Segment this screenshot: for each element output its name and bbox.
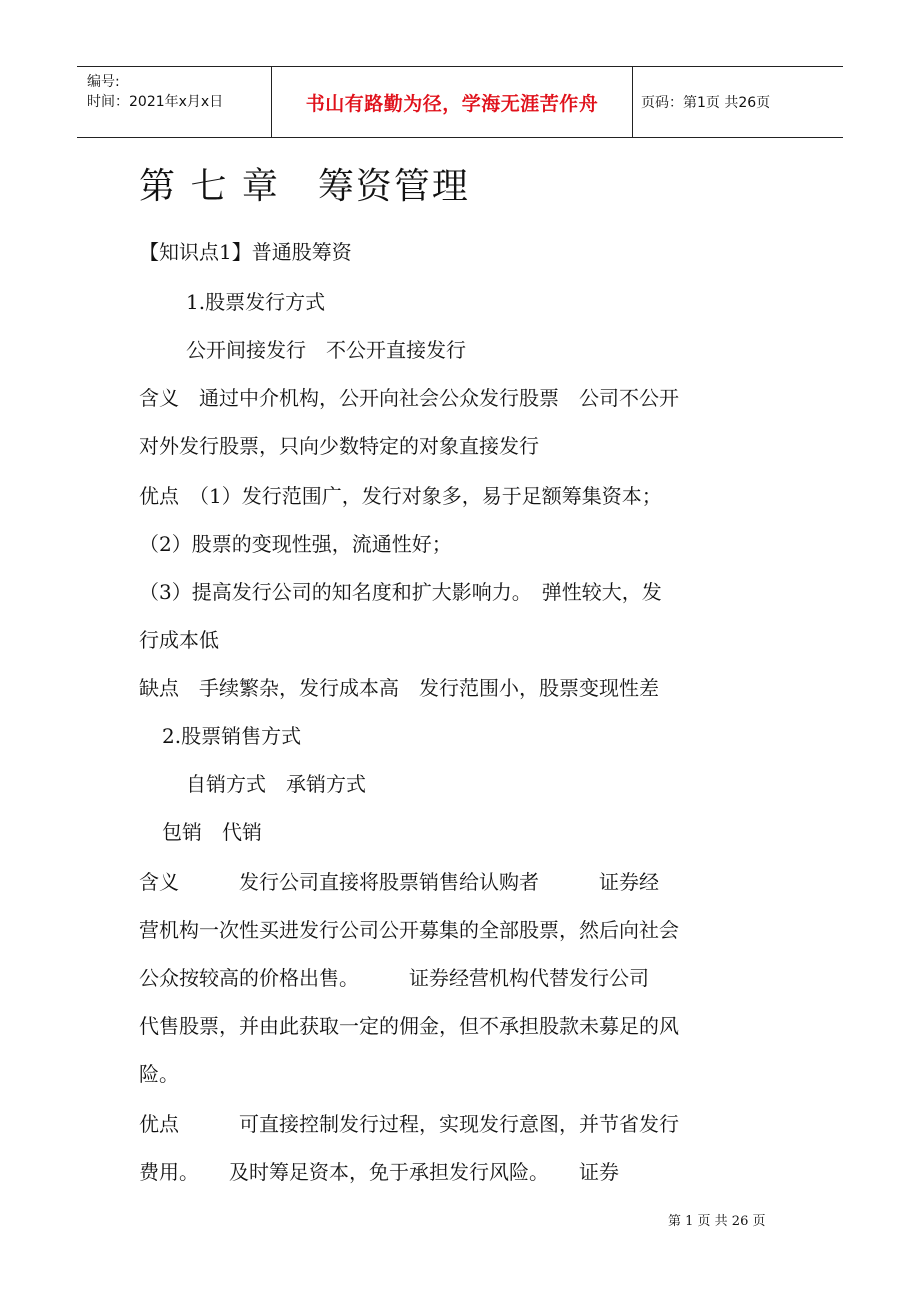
body-line: 含义 通过中介机构，公开向社会公众发行股票 公司不公开: [139, 386, 679, 410]
body-line: （2）股票的变现性强，流通性好；: [139, 532, 452, 556]
body-line: 缺点 手续繁杂，发行成本高 发行范围小，股票变现性差: [139, 676, 659, 700]
body-line: 【知识点1】普通股筹资: [139, 240, 352, 264]
body-line: 包销 代销: [162, 820, 262, 844]
body-line: 代售股票，并由此获取一定的佣金，但不承担股款未募足的风: [139, 1014, 679, 1038]
body-line: 营机构一次性买进发行公司公开募集的全部股票，然后向社会: [139, 918, 679, 942]
page-info: 页码：第1页 共26页: [641, 95, 771, 111]
header-motto-cell: [272, 67, 633, 137]
body-line: 公众按较高的价格出售。 证券经营机构代替发行公司: [139, 966, 649, 990]
body-line: 费用。 及时筹足资本，免于承担发行风险。 证券: [139, 1160, 619, 1184]
body-line: 公开间接发行 不公开直接发行: [186, 338, 466, 362]
body-line: 自销方式 承销方式: [186, 772, 366, 796]
body-line: 含义 发行公司直接将股票销售给认购者 证券经: [139, 870, 659, 894]
header-table: [77, 66, 843, 138]
body-line: 2.股票销售方式: [162, 724, 302, 748]
body-line: 1.股票发行方式: [186, 290, 326, 314]
body-line: 优点 可直接控制发行过程，实现发行意图，并节省发行: [139, 1112, 679, 1136]
header-meta-cell: [77, 67, 272, 137]
body-line: 对外发行股票，只向少数特定的对象直接发行: [139, 434, 539, 458]
header-page-cell: [633, 67, 843, 137]
motto-text: 书山有路勤为径，学海无涯苦作舟: [305, 92, 599, 115]
body-line: 优点 （1）发行范围广，发行对象多，易于足额筹集资本；: [139, 484, 662, 508]
body-line: 险。: [139, 1062, 179, 1086]
body-line: （3）提高发行公司的知名度和扩大影响力。 弹性较大，发: [139, 580, 662, 604]
page-footer: 第 1 页 共 26 页: [668, 1214, 766, 1229]
chapter-title: 第 七 章 筹资管理: [139, 166, 470, 207]
number-label: 编号:: [87, 74, 120, 90]
body-line: 行成本低: [139, 628, 219, 652]
time-label: 时间：2021年x月x日: [87, 94, 224, 110]
